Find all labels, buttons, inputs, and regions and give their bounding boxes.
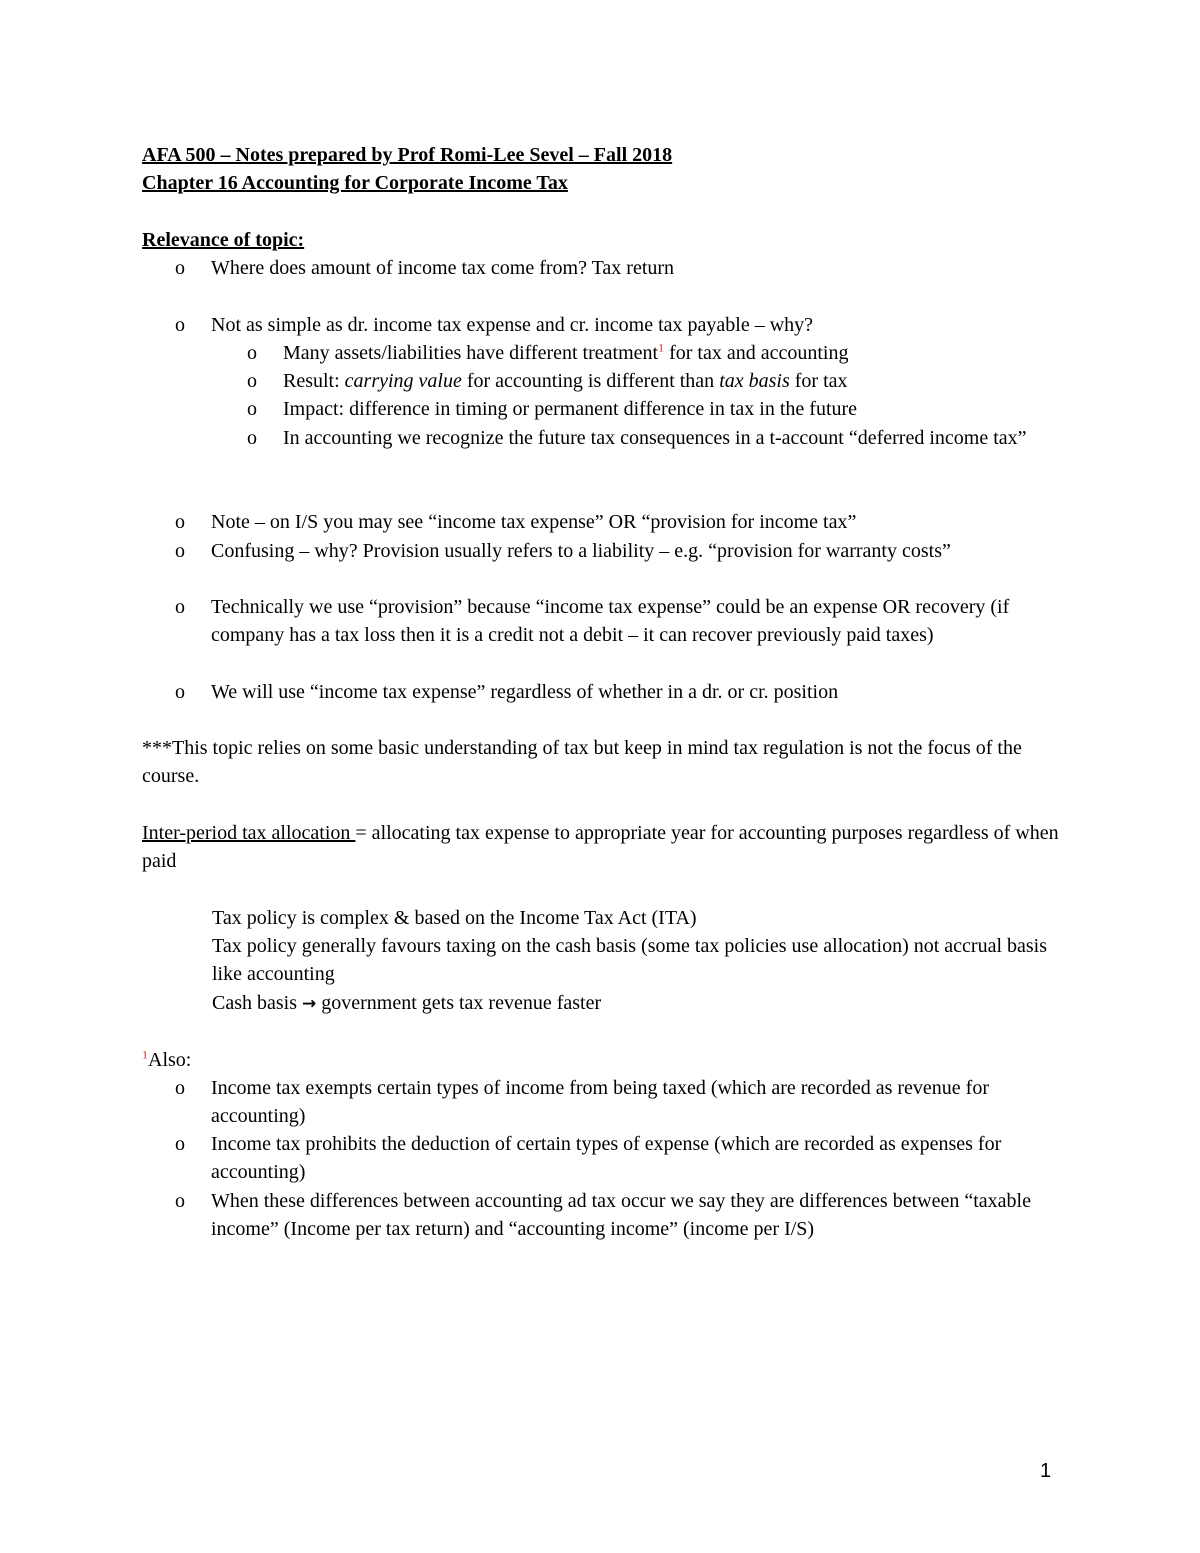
sub-list-item <box>247 367 1055 395</box>
sub-list-item <box>247 395 1055 423</box>
arrow-right-icon: → <box>302 994 317 1014</box>
sub-list-item-text: In accounting we recognize the future tax consequences in a t-account “deferred income tax” <box>283 427 1027 449</box>
bullet-o: o <box>175 540 185 562</box>
list-item <box>175 537 1055 565</box>
list-item-text: Where does amount of income tax come from? Tax return <box>211 257 675 279</box>
policy-line: Tax policy is complex & based on the Income Tax Act (ITA) <box>212 907 697 929</box>
bullet-o: o <box>175 1077 185 1099</box>
list-item <box>175 254 1055 282</box>
bullet-o: o <box>247 427 257 449</box>
sub-list-item <box>247 424 1055 452</box>
interperiod-term: Inter-period tax allocation <box>142 822 356 844</box>
bullet-o: o <box>175 257 185 279</box>
sub-list-item-text: Impact: difference in timing or permanent difference in tax in the future <box>283 398 858 420</box>
bullet-o: o <box>175 1190 185 1212</box>
interperiod-paragraph <box>142 819 1072 876</box>
bullet-o: o <box>175 511 185 533</box>
bullet-o: o <box>247 398 257 420</box>
bullet-o: o <box>175 1133 185 1155</box>
list-item-text: Confusing – why? Provision usually refers to a liability – e.g. “provision for warranty costs” <box>211 540 951 562</box>
footnote-label: $^1$Also: <box>142 1047 192 1071</box>
list-item-text: Income tax prohibits the deduction of certain types of expense (which are recorded as expenses for accounting) <box>211 1133 1002 1184</box>
chapter-title: Chapter 16 Accounting for Corporate Income Tax <box>142 172 568 194</box>
bullet-o: o <box>247 342 257 364</box>
list-item <box>175 593 1055 650</box>
bullet-o: o <box>175 681 185 703</box>
list-item-text: Not as simple as dr. income tax expense and cr. income tax payable – why? <box>211 314 814 336</box>
relevance-heading: Relevance of topic: <box>142 229 305 251</box>
list-item-text: We will use “income tax expense” regardless of whether in a dr. or cr. position <box>211 681 839 703</box>
document-title: AFA 500 – Notes prepared by Prof Romi-Lee Sevel – Fall 2018 <box>142 144 673 166</box>
list-item <box>175 678 1055 706</box>
list-item <box>175 1187 1055 1244</box>
footnote-ref[interactable]: 1 <box>658 340 665 355</box>
list-item-text: Income tax exempts certain types of income from being taxed (which are recorded as revenue for accounting) <box>211 1077 989 1128</box>
bullet-o: o <box>175 314 185 336</box>
bullet-o: o <box>175 596 185 618</box>
list-item <box>175 508 1055 536</box>
list-item-text: Technically we use “provision” because “income tax expense” could be an expense OR recovery (if company has a tax loss then it is a credit not a debit – it can recover previously paid taxes) <box>211 596 1010 647</box>
footnote-marker: 1 <box>142 1047 148 1062</box>
page-number: 1 <box>1040 1460 1052 1482</box>
sub-list-item <box>247 339 1055 367</box>
sub-list-item-text: Many assets/liabilities have different treatment$^1$ for tax and accounting <box>283 340 849 364</box>
note-paragraph: ***This topic relies on some basic understanding of tax but keep in mind tax regulation is not the focus of the course. <box>142 737 1022 788</box>
sub-list-item-text: Result: carrying value for accounting is different than tax basis for tax <box>283 370 848 392</box>
list-item-text: Note – on I/S you may see “income tax expense” OR “provision for income tax” <box>211 511 857 533</box>
list-item <box>175 1074 1055 1131</box>
list-item <box>175 1130 1055 1187</box>
list-item <box>175 311 1055 339</box>
policy-line: Cash basis → government gets tax revenue faster <box>212 992 602 1014</box>
bullet-o: o <box>247 370 257 392</box>
policy-line: Tax policy generally favours taxing on the cash basis (some tax policies use allocation) not accrual basis like accounting <box>212 935 1048 986</box>
interperiod-definition: = allocating tax expense to appropriate year for accounting purposes regardless of when paid <box>142 822 1059 873</box>
list-item-text: When these differences between accounting ad tax occur we say they are differences between “taxable income” (Income per tax return) and “accounting income” (income per I/S) <box>211 1190 1031 1241</box>
